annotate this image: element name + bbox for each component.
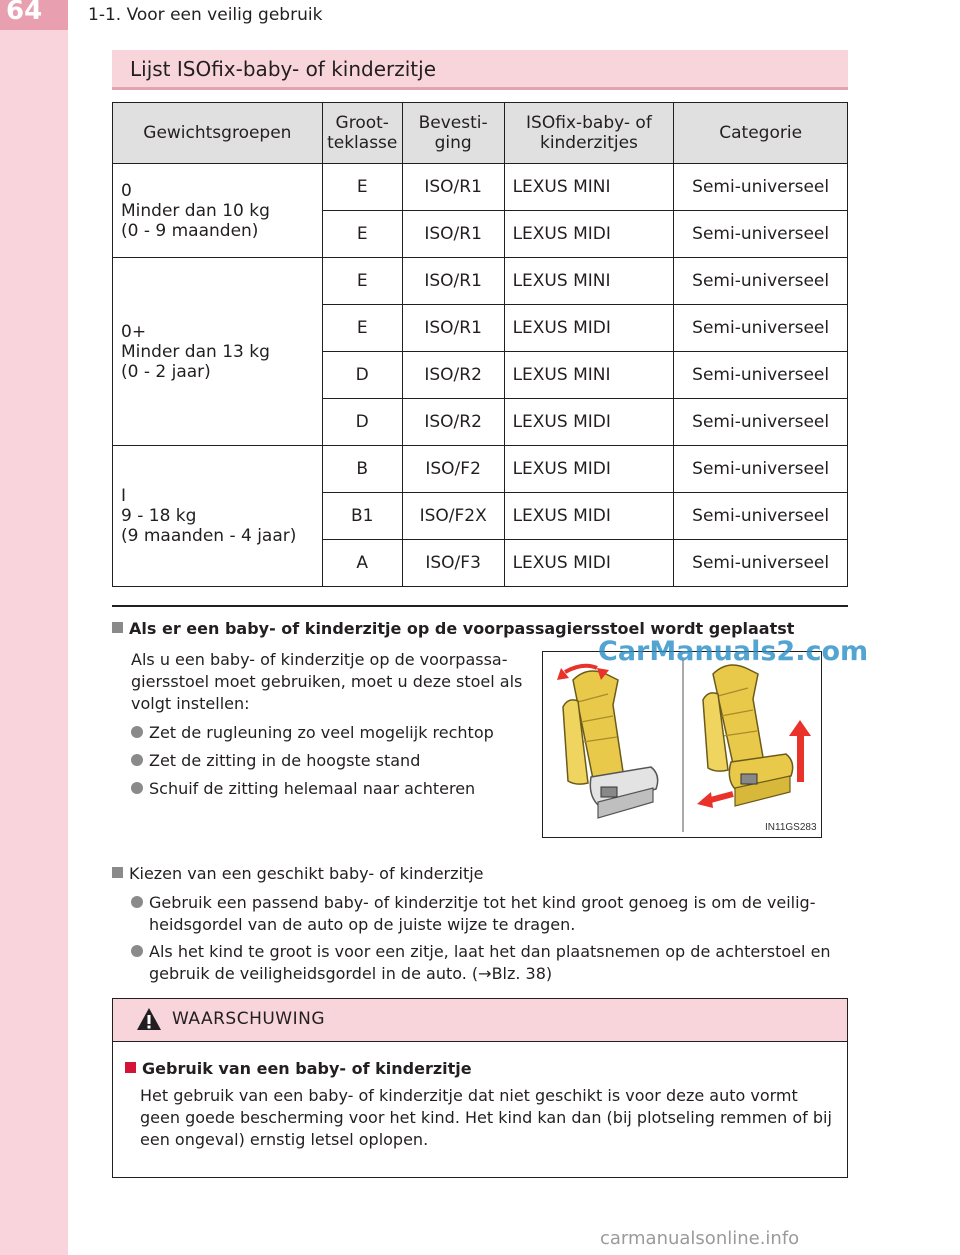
choose-bullet-cont: gebruik de veiligheidsgordel in de auto. (→Blz. 38) bbox=[149, 964, 553, 983]
bullet-dot-icon bbox=[131, 754, 143, 766]
seat-drawing bbox=[543, 652, 821, 837]
figure-code: IN11GS283 bbox=[765, 822, 817, 833]
category-cell: Semi-universeel bbox=[674, 540, 848, 587]
bullet-dot-icon bbox=[131, 896, 143, 908]
square-bullet-icon bbox=[112, 867, 123, 878]
choose-heading: Kiezen van een geschikt baby- of kinderzitje bbox=[112, 864, 484, 883]
fixture-cell: ISO/R1 bbox=[402, 258, 504, 305]
page-sidebar bbox=[0, 0, 68, 1255]
choose-bullet: Gebruik een passend baby- of kinderzitje tot het kind groot genoeg is om de veilig- bbox=[131, 892, 815, 914]
size-class-cell: B bbox=[322, 446, 402, 493]
header-cell: Groot- teklasse bbox=[322, 103, 402, 164]
seat-intro-line: volgt instellen: bbox=[131, 694, 250, 713]
seat-name-cell: LEXUS MINI bbox=[504, 352, 674, 399]
size-class-cell: B1 bbox=[322, 493, 402, 540]
header-bar bbox=[0, 0, 960, 30]
warning-text: Het gebruik van een baby- of kinderzitje dat niet geschikt is voor deze auto vormt geen goede bescherming voor het kind. Het kind kan dan (bij plotseling remmen of bij een ongeval) ernstig letsel oplopen. bbox=[140, 1086, 832, 1149]
category-cell: Semi-universeel bbox=[674, 258, 848, 305]
isofix-table bbox=[112, 102, 848, 587]
table-title-box bbox=[112, 50, 848, 90]
table-title: Lijst ISOfix-baby- of kinderzitje bbox=[130, 57, 436, 81]
seat-bullet: Zet de rugleuning zo veel mogelijk rechtop bbox=[131, 722, 494, 744]
weight-group-cell: 0 Minder dan 10 kg (0 - 9 maanden) bbox=[113, 164, 323, 258]
size-class-cell: A bbox=[322, 540, 402, 587]
warning-label: WAARSCHUWING bbox=[172, 1009, 326, 1029]
page-number: 64 bbox=[6, 0, 43, 26]
category-cell: Semi-universeel bbox=[674, 446, 848, 493]
fixture-cell: ISO/F2 bbox=[402, 446, 504, 493]
table-row bbox=[113, 446, 848, 493]
size-class-cell: E bbox=[322, 258, 402, 305]
seat-name-cell: LEXUS MIDI bbox=[504, 493, 674, 540]
seat-name-cell: LEXUS MINI bbox=[504, 258, 674, 305]
table-row bbox=[113, 258, 848, 305]
warning-header bbox=[113, 999, 847, 1042]
seat-intro-line: Als u een baby- of kinderzitje op de voorpassa- bbox=[131, 650, 508, 669]
square-bullet-icon bbox=[112, 622, 123, 633]
size-class-cell: E bbox=[322, 164, 402, 211]
seat-name-cell: LEXUS MIDI bbox=[504, 305, 674, 352]
warning-triangle-icon bbox=[136, 1007, 162, 1031]
seat-heading: Als er een baby- of kinderzitje op de voorpassagiersstoel wordt geplaatst bbox=[112, 619, 794, 638]
watermark: CarManuals2.com bbox=[598, 636, 869, 667]
fixture-cell: ISO/R2 bbox=[402, 352, 504, 399]
category-cell: Semi-universeel bbox=[674, 211, 848, 258]
category-cell: Semi-universeel bbox=[674, 399, 848, 446]
fixture-cell: ISO/R1 bbox=[402, 164, 504, 211]
header-cell: Gewichtsgroepen bbox=[113, 103, 323, 164]
choose-bullet: Als het kind te groot is voor een zitje, laat het dan plaatsnemen op de achterstoel en bbox=[131, 941, 831, 963]
weight-group-cell: I 9 - 18 kg (9 maanden - 4 jaar) bbox=[113, 446, 323, 587]
bullet-dot-icon bbox=[131, 945, 143, 957]
bullet-dot-icon bbox=[131, 782, 143, 794]
category-cell: Semi-universeel bbox=[674, 493, 848, 540]
fixture-cell: ISO/R1 bbox=[402, 211, 504, 258]
size-class-cell: E bbox=[322, 305, 402, 352]
seat-name-cell: LEXUS MIDI bbox=[504, 540, 674, 587]
header-cell: Categorie bbox=[674, 103, 848, 164]
weight-group-cell: 0+ Minder dan 13 kg (0 - 2 jaar) bbox=[113, 258, 323, 446]
category-cell: Semi-universeel bbox=[674, 352, 848, 399]
seat-name-cell: LEXUS MINI bbox=[504, 164, 674, 211]
warning-heading: Gebruik van een baby- of kinderzitje bbox=[125, 1059, 472, 1078]
seat-right-icon bbox=[697, 665, 811, 808]
table-header-row bbox=[113, 103, 848, 164]
header-cell: ISOfix-baby- of kinderzitjes bbox=[504, 103, 674, 164]
seat-illustration bbox=[542, 651, 822, 838]
fixture-cell: ISO/R2 bbox=[402, 399, 504, 446]
bullet-dot-icon bbox=[131, 726, 143, 738]
header-cell: Bevesti- ging bbox=[402, 103, 504, 164]
seat-intro-line: giersstoel moet gebruiken, moet u deze stoel als bbox=[131, 672, 523, 691]
table-row bbox=[113, 164, 848, 211]
fixture-cell: ISO/F2X bbox=[402, 493, 504, 540]
red-square-icon bbox=[125, 1062, 136, 1073]
size-class-cell: D bbox=[322, 399, 402, 446]
seat-left-icon bbox=[557, 666, 658, 818]
size-class-cell: D bbox=[322, 352, 402, 399]
seat-name-cell: LEXUS MIDI bbox=[504, 399, 674, 446]
warning-box bbox=[112, 998, 848, 1178]
section-title: 1-1. Voor een veilig gebruik bbox=[88, 5, 323, 25]
size-class-cell: E bbox=[322, 211, 402, 258]
seat-name-cell: LEXUS MIDI bbox=[504, 211, 674, 258]
section-divider bbox=[112, 605, 848, 607]
seat-bullet: Zet de zitting in de hoogste stand bbox=[131, 750, 420, 772]
seat-bullet: Schuif de zitting helemaal naar achteren bbox=[131, 778, 475, 800]
fixture-cell: ISO/F3 bbox=[402, 540, 504, 587]
footer-watermark: carmanualsonline.info bbox=[600, 1228, 800, 1249]
fixture-cell: ISO/R1 bbox=[402, 305, 504, 352]
seat-name-cell: LEXUS MIDI bbox=[504, 446, 674, 493]
category-cell: Semi-universeel bbox=[674, 164, 848, 211]
category-cell: Semi-universeel bbox=[674, 305, 848, 352]
choose-bullet-cont: heidsgordel van de auto op de juiste wijze te dragen. bbox=[149, 915, 576, 934]
